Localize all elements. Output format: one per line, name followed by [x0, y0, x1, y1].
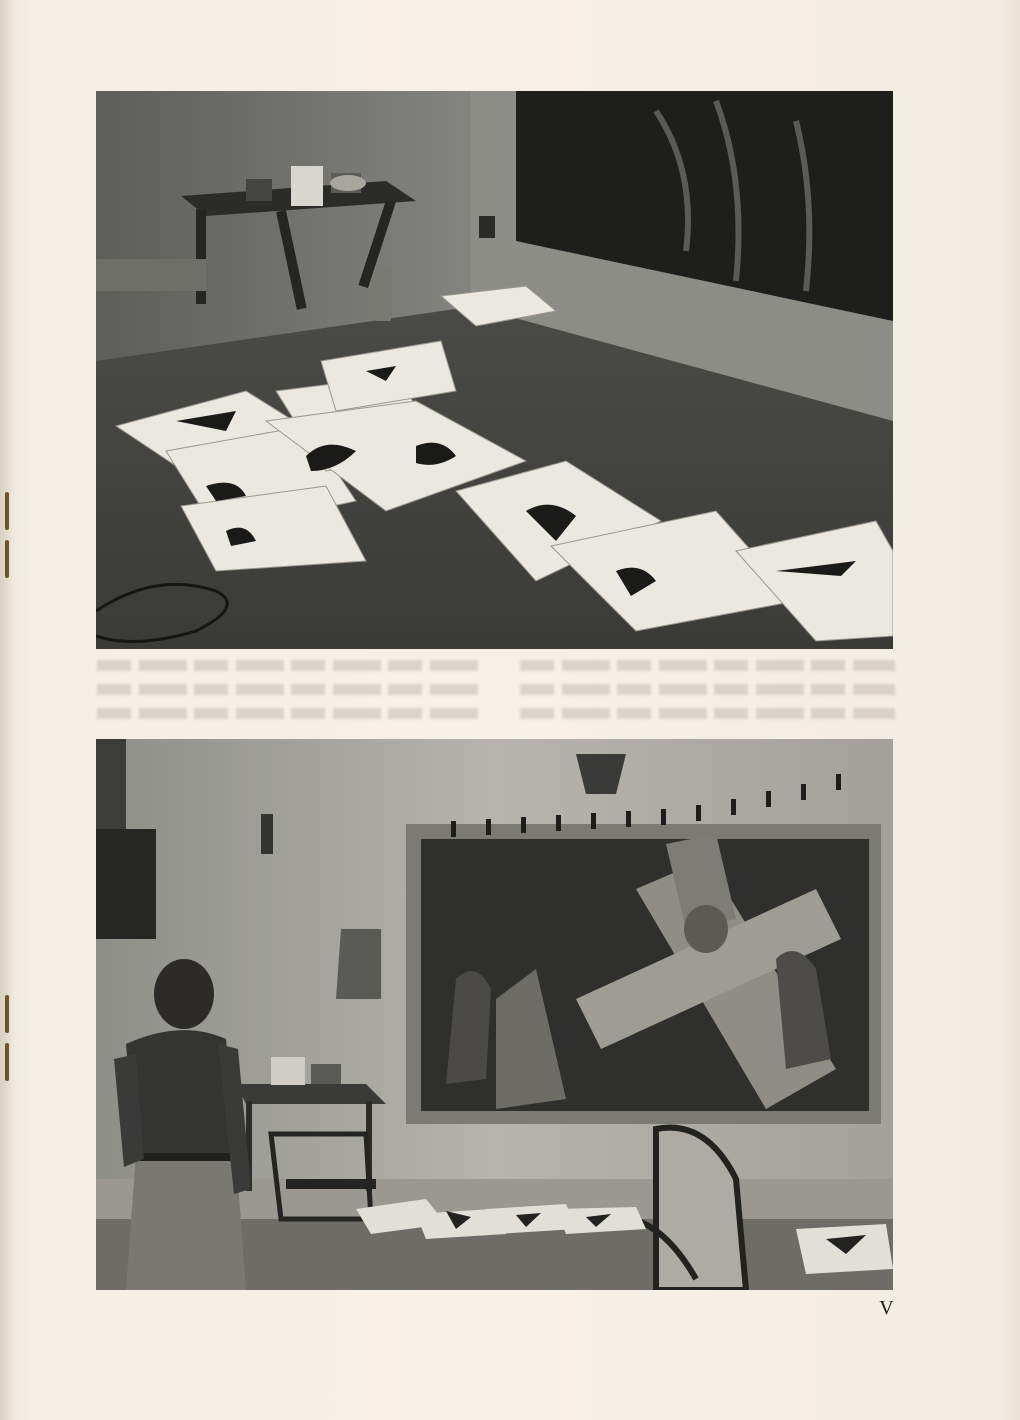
staple	[5, 995, 9, 1033]
artist-viewing-mural-photo	[96, 739, 893, 1290]
binding-shadow	[0, 0, 14, 1420]
staple	[5, 1043, 9, 1081]
show-through-text	[97, 660, 482, 720]
staple	[5, 492, 9, 530]
show-through-text	[520, 660, 895, 720]
staple	[5, 540, 9, 578]
studio-floor-sketches-photo	[96, 91, 893, 649]
page-number: V	[879, 1297, 895, 1319]
